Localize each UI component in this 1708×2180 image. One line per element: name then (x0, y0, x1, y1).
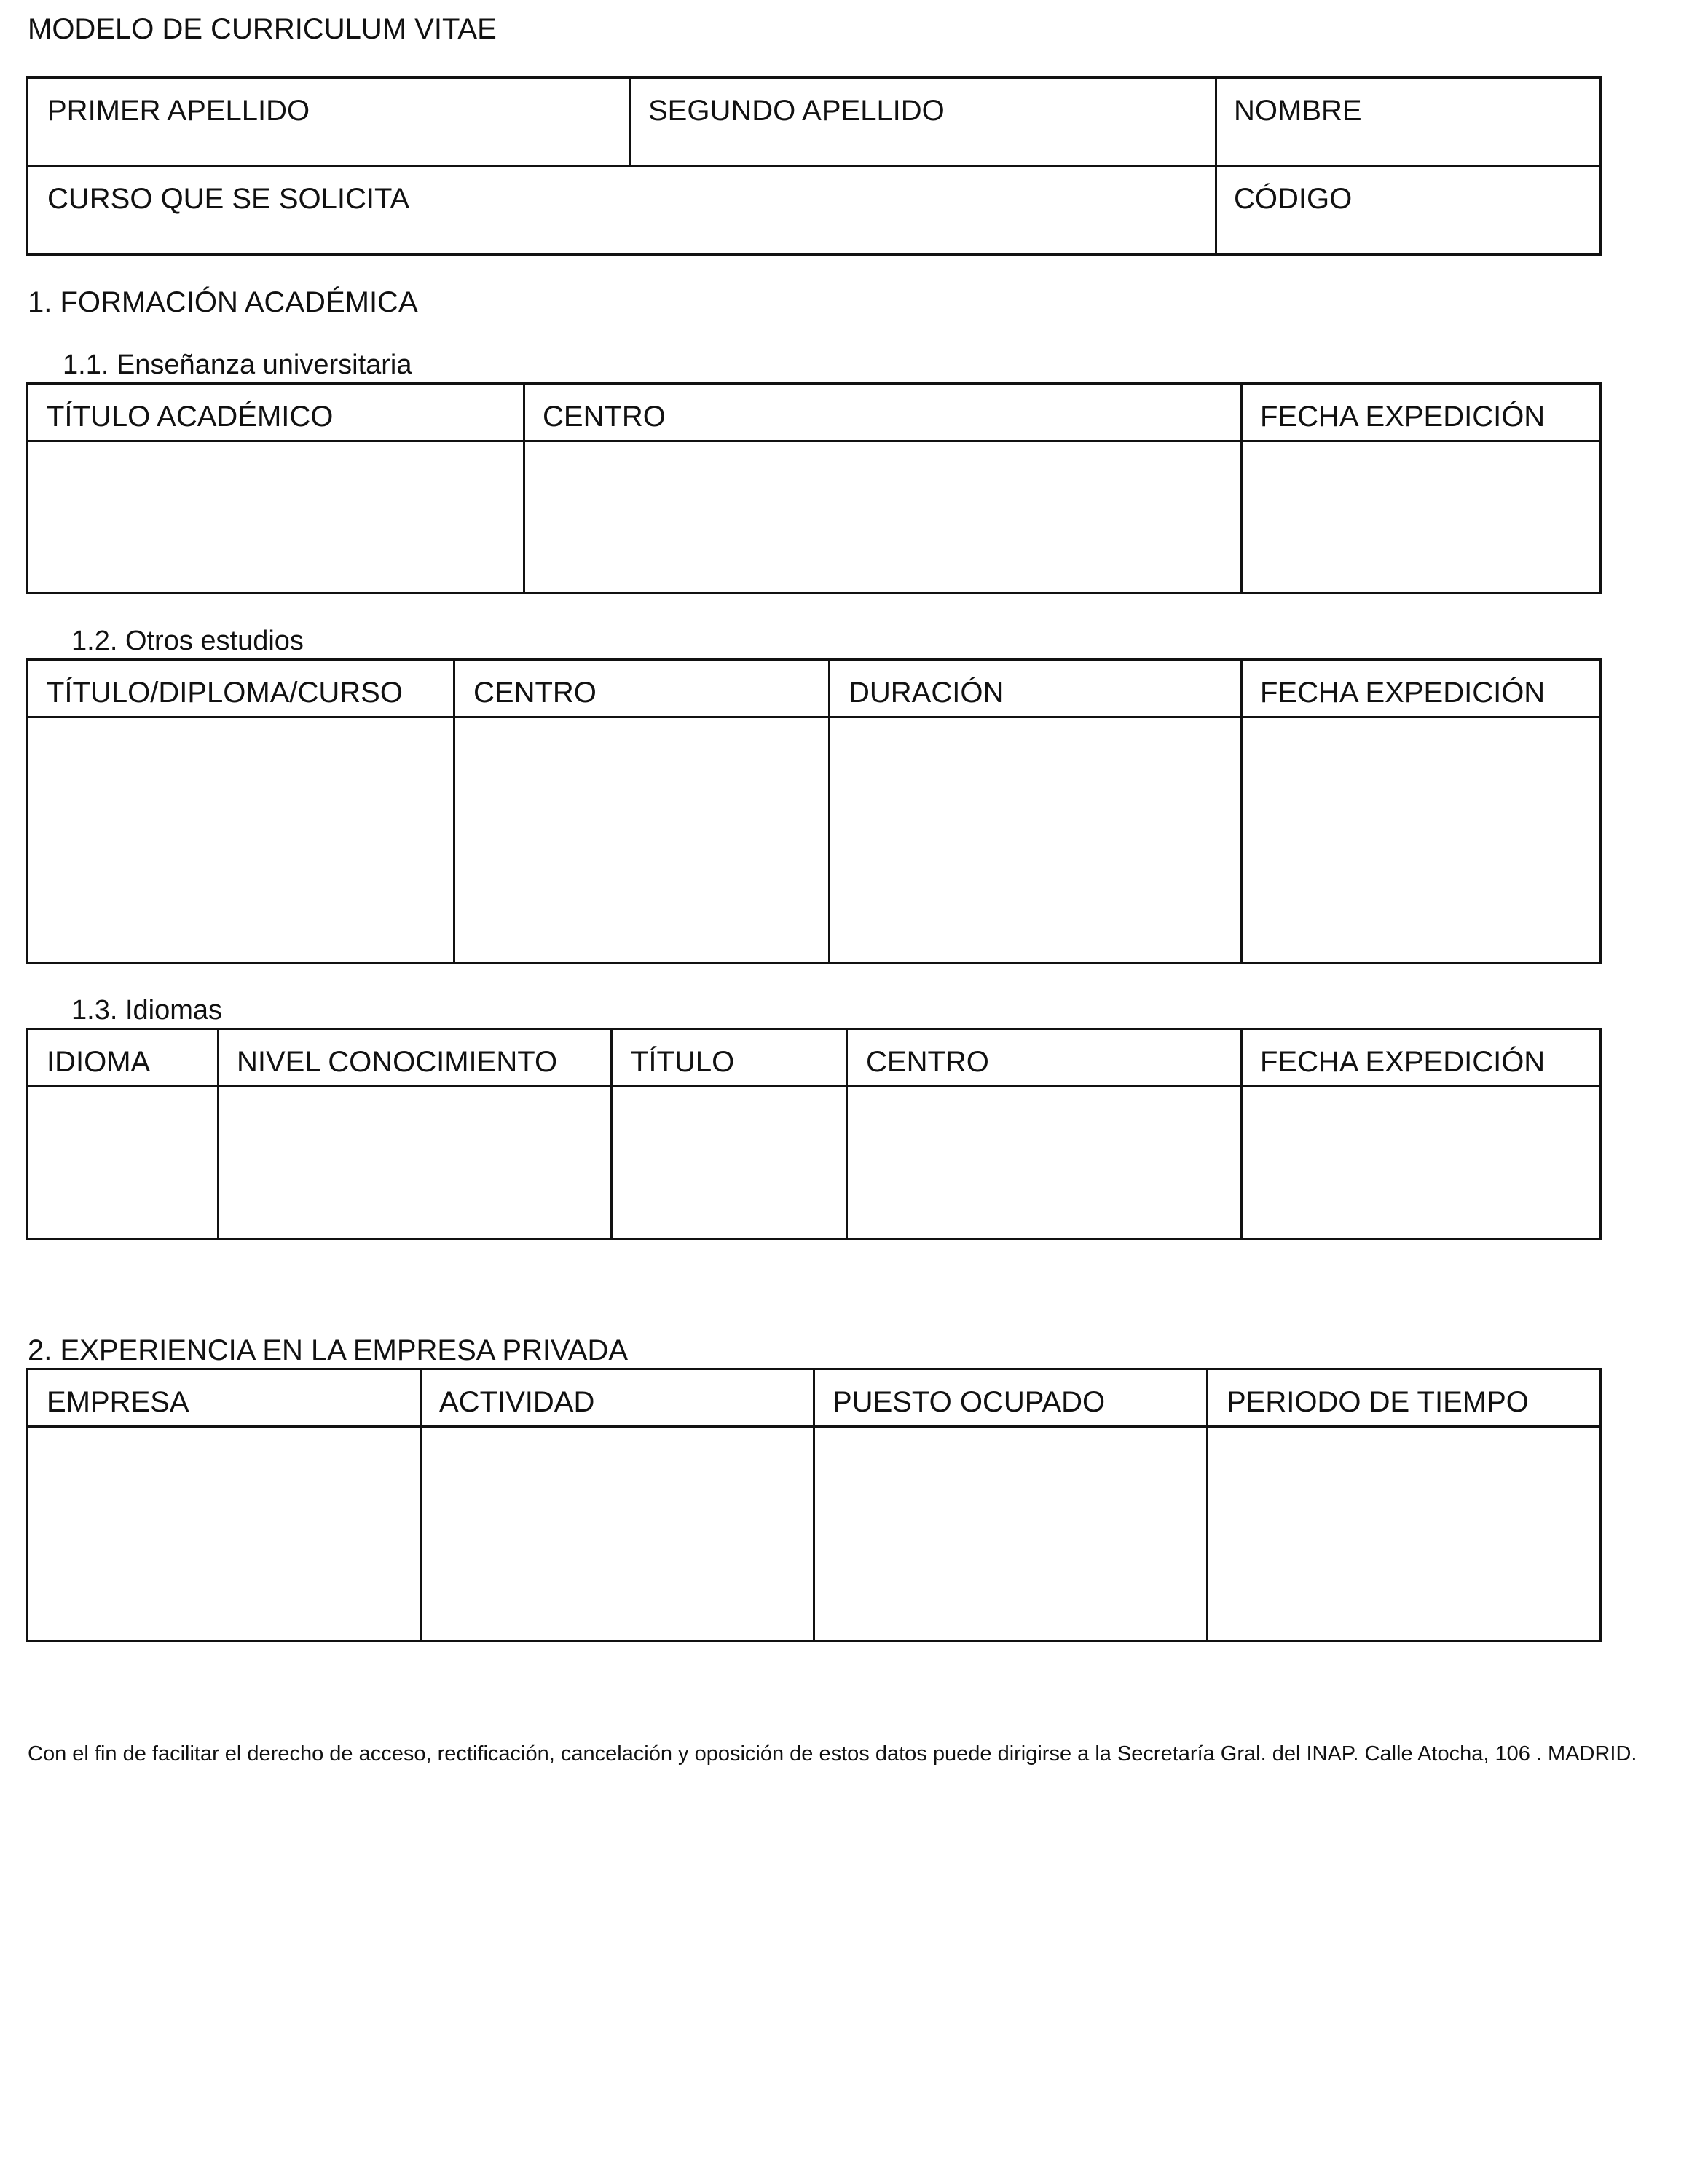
experiencia-header-empresa: EMPRESA (47, 1386, 189, 1418)
experiencia-header-puesto: PUESTO OCUPADO (833, 1386, 1106, 1418)
nombre-label: NOMBRE (1234, 95, 1362, 127)
otros-header-titulo: TÍTULO/DIPLOMA/CURSO (47, 677, 403, 709)
idiomas-titulo-cell[interactable] (613, 1087, 846, 1238)
idiomas-title: 1.3. Idiomas (71, 995, 222, 1026)
otros-title: 1.2. Otros estudios (71, 626, 304, 656)
experiencia-header-actividad: ACTIVIDAD (439, 1386, 595, 1418)
primer-apellido-field[interactable] (28, 79, 629, 165)
idiomas-idioma-cell[interactable] (28, 1087, 217, 1238)
curso-label: CURSO QUE SE SOLICITA (47, 183, 410, 215)
curso-field[interactable] (28, 167, 1215, 253)
idiomas-header-centro: CENTRO (866, 1046, 989, 1078)
segundo-apellido-label: SEGUNDO APELLIDO (648, 95, 945, 127)
otros-centro-cell[interactable] (455, 718, 828, 962)
otros-titulo-cell[interactable] (28, 718, 453, 962)
universitaria-titulo-cell[interactable] (28, 442, 523, 592)
experiencia-periodo-cell[interactable] (1208, 1428, 1599, 1640)
idiomas-centro-cell[interactable] (848, 1087, 1240, 1238)
section2-title: 2. EXPERIENCIA EN LA EMPRESA PRIVADA (28, 1334, 629, 1366)
nombre-field[interactable] (1217, 79, 1599, 165)
idiomas-header-fecha: FECHA EXPEDICIÓN (1260, 1046, 1546, 1078)
idiomas-header-idioma: IDIOMA (47, 1046, 151, 1078)
idiomas-header-titulo: TÍTULO (631, 1046, 735, 1078)
section1-title: 1. FORMACIÓN ACADÉMICA (28, 286, 418, 318)
privacy-notice: Con el fin de facilitar el derecho de acceso, rectificación, cancelación y oposición de estos datos puede dirigirse a la Secretaría Gral. del INAP. Calle Atocha, 106 . MADRID. (28, 1742, 1637, 1766)
primer-apellido-label: PRIMER APELLIDO (47, 95, 310, 127)
idiomas-fecha-cell[interactable] (1243, 1087, 1599, 1238)
universitaria-header-centro: CENTRO (543, 401, 666, 433)
universitaria-centro-cell[interactable] (525, 442, 1240, 592)
experiencia-actividad-cell[interactable] (422, 1428, 813, 1640)
experiencia-puesto-cell[interactable] (815, 1428, 1206, 1640)
experiencia-empresa-cell[interactable] (28, 1428, 420, 1640)
universitaria-header-fecha: FECHA EXPEDICIÓN (1260, 401, 1546, 433)
universitaria-title: 1.1. Enseñanza universitaria (63, 350, 412, 380)
otros-duracion-cell[interactable] (830, 718, 1240, 962)
document-title: MODELO DE CURRICULUM VITAE (28, 13, 497, 45)
otros-fecha-cell[interactable] (1243, 718, 1599, 962)
otros-header-centro: CENTRO (473, 677, 597, 709)
idiomas-nivel-cell[interactable] (219, 1087, 610, 1238)
codigo-field[interactable] (1217, 167, 1599, 253)
codigo-label: CÓDIGO (1234, 183, 1353, 215)
otros-header-duracion: DURACIÓN (849, 677, 1004, 709)
experiencia-header-periodo: PERIODO DE TIEMPO (1227, 1386, 1529, 1418)
segundo-apellido-field[interactable] (631, 79, 1215, 165)
idiomas-header-nivel: NIVEL CONOCIMIENTO (237, 1046, 558, 1078)
otros-header-fecha: FECHA EXPEDICIÓN (1260, 677, 1546, 709)
universitaria-header-titulo: TÍTULO ACADÉMICO (47, 401, 334, 433)
universitaria-fecha-cell[interactable] (1243, 442, 1599, 592)
